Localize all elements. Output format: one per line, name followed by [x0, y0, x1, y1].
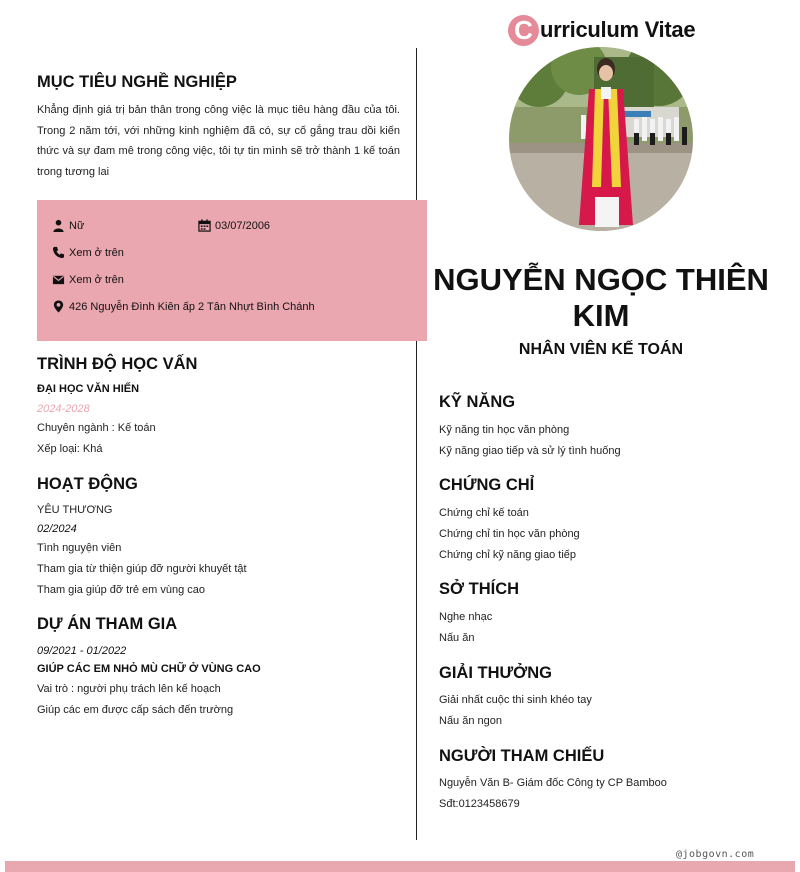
- contact-address: [52, 300, 315, 313]
- project-title: GIÚP CÁC EM NHỎ MÙ CHỮ Ở VÙNG CAO: [37, 663, 261, 675]
- awards-heading: GIẢI THƯỞNG: [439, 664, 553, 682]
- job-title: NHÂN VIÊN KẾ TOÁN: [518, 341, 684, 358]
- address-value: 426 Nguyễn Đình Kiên ấp 2 Tân Nhựt Bình Chánh: [69, 300, 315, 313]
- education-major: Chuyên ngành : Kế toán: [37, 422, 156, 434]
- contact-email: [52, 273, 124, 286]
- contact-birthday: [198, 219, 270, 232]
- location-pin-icon: [52, 300, 65, 313]
- calendar-icon: [198, 219, 211, 232]
- envelope-icon: [52, 273, 65, 286]
- column-divider: [416, 48, 417, 840]
- phone-icon: [52, 246, 65, 259]
- award-item: Nấu ăn ngon: [439, 715, 502, 727]
- certificate-item: Chứng chỉ kỹ năng giao tiếp: [439, 549, 577, 561]
- email-value: Xem ở trên: [69, 273, 124, 286]
- reference-item: Nguyễn Văn B- Giám đốc Công ty CP Bamboo: [439, 777, 667, 789]
- birthday-value: 03/07/2006: [215, 219, 271, 232]
- cv-logo-initial: C: [508, 15, 539, 46]
- watermark: @jobgovn.com: [676, 849, 755, 860]
- certificates-heading: CHỨNG CHỈ: [439, 476, 535, 494]
- hobby-item: Nấu ăn: [439, 632, 475, 644]
- project-period: 09/2021 - 01/2022: [37, 645, 127, 657]
- certificate-item: Chứng chỉ tin học văn phòng: [439, 528, 580, 540]
- contact-phone: [52, 246, 124, 259]
- activities-heading: HOẠT ĐỘNG: [37, 475, 138, 493]
- education-period: 2024-2028: [37, 403, 90, 415]
- education-heading: TRÌNH ĐỘ HỌC VẤN: [37, 355, 198, 373]
- contact-gender: [52, 219, 84, 232]
- education-grade: Xếp loại: Khá: [37, 443, 103, 455]
- certificate-item: Chứng chỉ kế toán: [439, 507, 529, 519]
- contact-box: [37, 200, 427, 341]
- hobby-item: Nghe nhạc: [439, 611, 493, 623]
- education-school: ĐẠI HỌC VĂN HIẾN: [37, 383, 140, 395]
- phone-value: Xem ở trên: [69, 246, 124, 259]
- profile-photo: [509, 47, 693, 231]
- gender-value: Nữ: [69, 219, 85, 232]
- hobbies-heading: SỞ THÍCH: [439, 580, 520, 598]
- activities-role: Tình nguyện viên: [37, 542, 122, 554]
- activities-item: Tham gia giúp đỡ trẻ em vùng cao: [37, 584, 206, 596]
- references-heading: NGƯỜI THAM CHIẾU: [439, 747, 605, 765]
- projects-heading: DỰ ÁN THAM GIA: [37, 615, 178, 633]
- objective-heading: MỤC TIÊU NGHỀ NGHIỆP: [37, 73, 237, 91]
- activities-date: 02/2024: [37, 523, 77, 535]
- award-item: Giải nhất cuộc thi sinh khéo tay: [439, 694, 592, 706]
- candidate-name: NGUYỄN NGỌC THIÊN KIM: [433, 262, 769, 333]
- activities-org: YÊU THƯƠNG: [37, 504, 113, 516]
- cv-logo: [508, 14, 695, 46]
- activities-item: Tham gia từ thiện giúp đỡ người khuyết tật: [37, 563, 247, 575]
- cv-logo-text: urriculum Vitae: [540, 17, 696, 42]
- skill-item: Kỹ năng giao tiếp và sử lý tình huống: [439, 445, 621, 457]
- project-desc: Giúp các em được cấp sách đến trường: [37, 704, 234, 716]
- footer-bar: [5, 861, 795, 872]
- objective-text: Khẳng định giá trị bản thân trong công việc là mục tiêu hàng đầu của tôi. Trong 2 năm tới, với những kinh nghiệm đã có, sự cố gắng trau dồi kiến thức và sự đam mê trong công việc, tôi tự tin mình sẽ trở thành 1 kế toán trong tương lai: [37, 104, 400, 179]
- skills-heading: KỸ NĂNG: [439, 393, 516, 411]
- user-icon: [52, 219, 65, 232]
- reference-item: Sđt:0123458679: [439, 798, 520, 810]
- project-role: Vai trò : người phụ trách lên kế hoạch: [37, 683, 221, 695]
- skill-item: Kỹ năng tin học văn phòng: [439, 424, 570, 436]
